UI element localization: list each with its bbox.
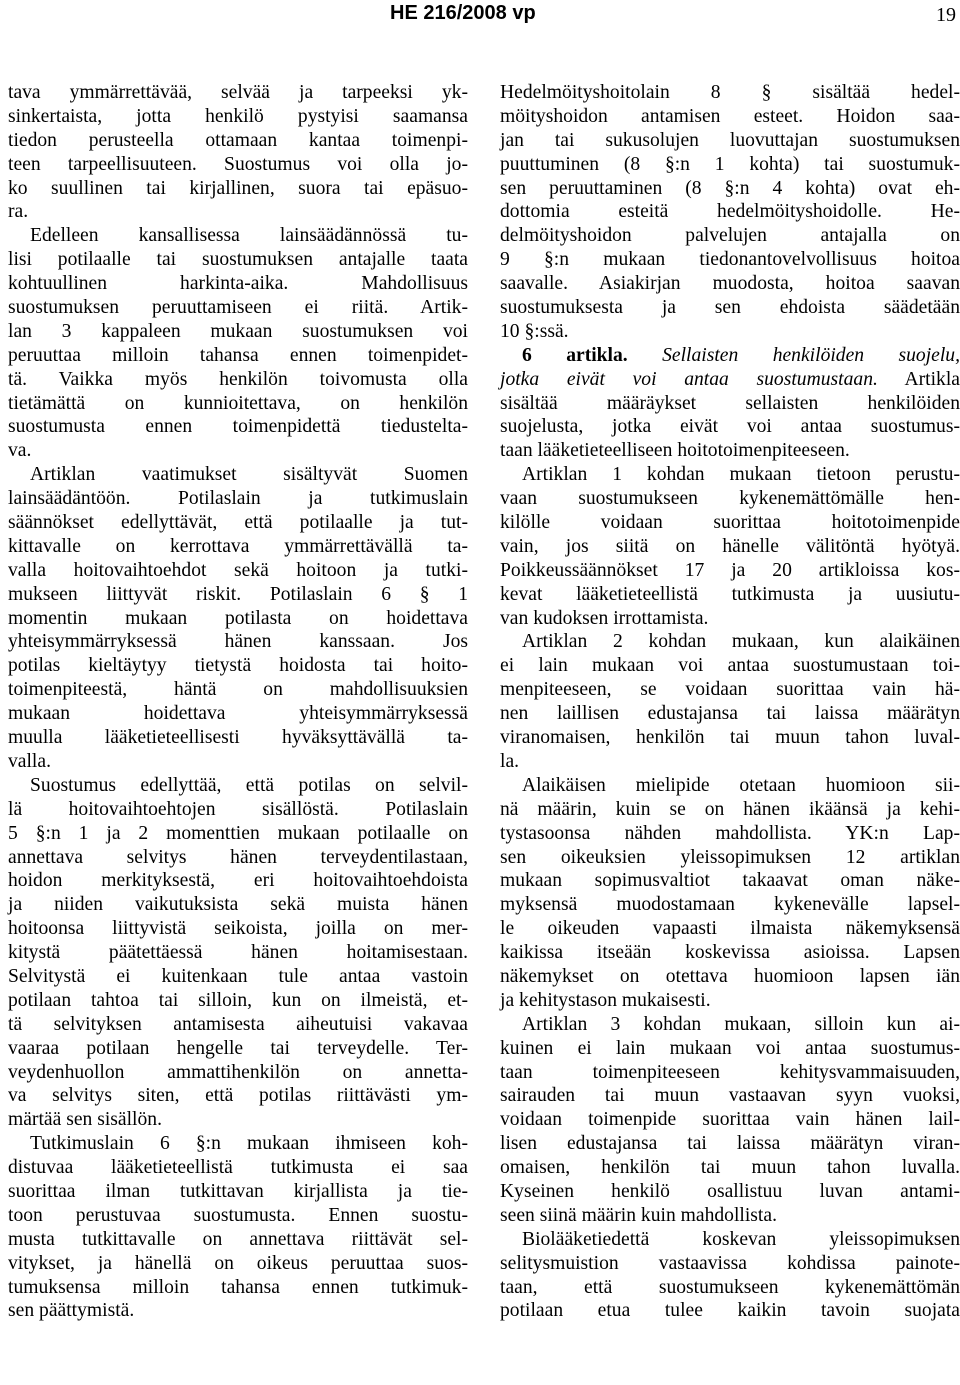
- text-line: muulla lääketieteellisesti hyväksyttävällä ta-: [8, 727, 468, 749]
- text-line: vaan suostumukseen kykenemättömälle hen-: [500, 488, 960, 510]
- text-line: sen oikeuksien yleissopimuksen 12 artiklan: [500, 846, 960, 868]
- article-title: Sellaisten henkilöiden suojelu,: [662, 344, 960, 366]
- text-line: suostumusta ennen toimenpidettä tiedusteltа-: [8, 416, 468, 438]
- text-line: myksensä muodostamaan kykenevälle lapsel-: [500, 894, 960, 916]
- text-line: [500, 344, 960, 368]
- text-line: 5 §:n 1 ja 2 momenttien mukaan potilaalle on: [8, 822, 468, 844]
- text-line: tiedon perusteella ottamaan kantaa toimenpi-: [8, 129, 468, 151]
- text-line: veydenhuollon ammattihenkilön on annetta-: [8, 1061, 468, 1083]
- text-line: mukseen liittyvät riskit. Potilaslain 6 § 1: [8, 583, 468, 605]
- text-line: Poikkeussäännökset 17 ja 20 artikloissa kos-: [500, 559, 960, 581]
- text-line: Biolääketiedettä koskevan yleissopimuksen: [522, 1228, 960, 1250]
- text-line: Hedelmöityshoitolain 8 § sisältää hedel-: [500, 82, 960, 103]
- text-line: annettava selvitys hänen terveydentilastaan,: [8, 846, 468, 868]
- text-line: kaikissa itseään koskevissa asioissa. Lapsen: [500, 942, 960, 964]
- text-line: kilölle voidaan suorittaa hoitotoimenpide: [500, 512, 960, 534]
- text-line: Suostumus edellyttää, että potilas on selvil-: [30, 774, 468, 796]
- text-line: ra.: [8, 201, 29, 223]
- text-line: nä määrin, kuin se on hänen ikäänsä ja kehi-: [500, 798, 960, 820]
- text-line: Tutkimuslain 6 §:n mukaan ihmiseen koh-: [30, 1133, 468, 1155]
- text-line: omaisen, henkilön tai muun tahon luvalla.: [500, 1157, 960, 1179]
- text-line: puuttuminen (8 §:n 1 kohta) tai suostumuk-: [500, 153, 960, 175]
- text-line: kevat lääketieteellistä tutkimusta ja uusiutu-: [500, 583, 960, 605]
- page-number: 19: [936, 4, 956, 26]
- text-line: suorittaa ilman tutkittavan kirjallista ja tie-: [8, 1180, 468, 1202]
- text-line: möityshoidon antamisen esteet. Hoidon saa-: [500, 105, 960, 127]
- text-line: saavalle. Asiakirjan muodosta, hoitoa saavan: [500, 273, 960, 295]
- text-line: voidaan toimenpide suorittaa vain hänen lail-: [500, 1109, 960, 1131]
- text-line: va.: [8, 440, 32, 462]
- text-line: vain, jos siitä on hänelle välitöntä hyötyä.: [500, 535, 960, 557]
- text-line: ja niiden vaikutuksista sekä muista hänen: [8, 894, 468, 916]
- text-line: yhteisymmärryksessä hänen kanssaan. Jos: [8, 631, 468, 653]
- text-line: Edelleen kansallisessa lainsäädännössä tu-: [30, 225, 468, 247]
- text-line: kittavalle on kerrottava ymmärrettävällä ta-: [8, 535, 468, 557]
- text-line: Artiklan 1 kohdan mukaan tietoon perustu-: [522, 464, 960, 486]
- text-line: sen peruuttaminen (8 §:n 4 kohta) ovat eh-: [500, 177, 960, 199]
- text-line: Selvitystä ei kuitenkaan tule antaa vastoin: [8, 965, 468, 987]
- text-line: toon perustuvaa suostumusta. Ennen suostu-: [8, 1204, 468, 1226]
- text-line: peruuttaa milloin tahansa ennen toimenpidet-: [8, 344, 468, 366]
- text-line: kitystä päätettäessä hänen hoitamisestaan.: [8, 942, 468, 964]
- text-line: taan toimenpiteeseen kehitysvammaisuuden,: [500, 1061, 960, 1083]
- text-line: ei lain mukaan voi antaa suostumustaan toi-: [500, 655, 960, 677]
- text-line: suostumuksesta ja sen ehdoista säädetään: [500, 297, 960, 319]
- text-line: [500, 368, 960, 392]
- text-line: tä. Vaikka myös henkilön toivomusta olla: [8, 368, 468, 390]
- text-line: suojelusta, jotka eivät voi antaa suostumus-: [500, 416, 960, 438]
- text-line: lisen edustajansa tai laissa määrätyn viran-: [500, 1133, 960, 1155]
- text-line: sisältää määräykset sellaisten henkilöiden: [500, 392, 960, 414]
- text-line: selitysmuistion vastaavissa kohdissa painote-: [500, 1252, 960, 1274]
- text-line: toimenpiteestä, häntä on mahdollisuuksien: [8, 679, 468, 701]
- text-line: viranomaisen, henkilön tai muun tahon luval-: [500, 727, 960, 749]
- text-line: valla hoitovaihtoehdot sekä hoitoon ja tutki-: [8, 559, 468, 581]
- text-line: sairauden tai muun vastaavan syyn vuoksi,: [500, 1085, 960, 1107]
- text-line: tumuksensa milloin tahansa ennen tutkimuk-: [8, 1276, 468, 1298]
- text-line: sen päättymistä.: [8, 1300, 135, 1322]
- text-line: van kudoksen irrottamista.: [500, 607, 709, 629]
- left-column: [8, 81, 468, 1323]
- text-line: potilas kieltäytyy tietystä hoidosta tai hoito-: [8, 655, 468, 677]
- text-line: distuvaa lääketieteellistä tutkimusta ei saa: [8, 1157, 468, 1179]
- text-line: delmöityshoidon palvelujen antajalla on: [500, 225, 960, 247]
- text-line: Artiklan 3 kohdan mukaan, silloin kun ai-: [522, 1013, 960, 1035]
- text-line: 10 §:ssä.: [500, 320, 569, 342]
- text-line: potilaan tahtoa tai silloin, kun on ilmeistä, et-: [8, 989, 468, 1011]
- text-line: mukaan hoidettava yhteisymmärryksessä: [8, 703, 468, 725]
- text-line: sinkertaista, jotta henkilö pystyisi saamansa: [8, 105, 468, 127]
- text-line: suostumuksen peruuttamiseen ei riitä. Artik-: [8, 297, 468, 319]
- text-line: taan lääketieteelliseen hoitotoimenpiteeseen.: [500, 440, 850, 462]
- page-header: [0, 0, 960, 40]
- text-line: momentin mukaan potilasta on hoidettava: [8, 607, 468, 629]
- text-line: la.: [500, 750, 520, 772]
- text-line: le oikeuden vapaasti ilmaista näkemyksensä: [500, 918, 960, 940]
- text-line: potilaan etua tulee kaikin tavoin suojata: [500, 1300, 960, 1322]
- text-line: tietämättä on kunnioitettava, on henkilön: [8, 392, 468, 414]
- right-column: [500, 81, 960, 1323]
- text-line: vaaraa potilaan hengelle tai terveydelle. Ter-: [8, 1037, 468, 1059]
- text-line: vitykset, ja hänellä on oikeus peruuttaa suos-: [8, 1252, 468, 1274]
- line-text: Artikla: [877, 368, 960, 390]
- text-line: taan, että suostumukseen kykenemättömän: [500, 1276, 960, 1298]
- text-line: 9 §:n mukaan tiedonantovelvollisuus hoitoa: [500, 249, 960, 271]
- text-line: lainsäädäntöön. Potilaslain ja tutkimuslain: [8, 488, 468, 510]
- text-line: lan 3 kappaleen mukaan suostumuksen voi: [8, 320, 468, 342]
- text-line: jan tai sukusolujen luovuttajan suostumuksen: [500, 129, 960, 151]
- text-line: valla.: [8, 750, 51, 772]
- text-line: ja kehitystason mukaisesti.: [500, 989, 711, 1011]
- text-line: ko suullinen tai kirjallinen, suora tai epäsuo-: [8, 177, 468, 199]
- text-line: Artiklan 2 kohdan mukaan, kun alaikäinen: [522, 631, 960, 653]
- text-line: kuinen ei lain mukaan voi antaa suostumus-: [500, 1037, 960, 1059]
- document-id: HE 216/2008 vp: [390, 2, 536, 24]
- text-line: säännökset edellyttävät, että potilaalle ja tut-: [8, 512, 468, 534]
- text-line: menpiteeseen, se voidaan suorittaa vain hä-: [500, 679, 960, 701]
- text-line: lä hoitovaihtoehtojen sisällöstä. Potilaslain: [8, 798, 468, 820]
- text-line: märtää sen sisällön.: [8, 1109, 162, 1131]
- article-title-continued: jotka eivät voi antaa suostumustaan.: [500, 368, 878, 390]
- text-line: hoitoonsa liittyvistä seikoista, joilla on mer-: [8, 918, 468, 940]
- text-line: teen tarpeellisuuteen. Suostumus voi olla jo-: [8, 153, 468, 175]
- text-line: tä selvityksen antamisesta aiheutuisi vakavaa: [8, 1013, 468, 1035]
- text-line: musta tutkittavalle on annettava riittävät sel-: [8, 1228, 468, 1250]
- text-line: näkemykset on otettava huomioon lapsen iän: [500, 965, 960, 987]
- text-line: Artiklan vaatimukset sisältyvät Suomen: [30, 464, 468, 486]
- text-line: tava ymmärrettävää, selvää ja tarpeeksi yk-: [8, 82, 468, 103]
- article-number: 6 artikla.: [522, 344, 628, 366]
- text-line: kohtuullinen harkinta-aika. Mahdollisuus: [8, 273, 468, 295]
- text-line: tystasoonsa nähden mahdollista. YK:n Lap-: [500, 822, 960, 844]
- text-line: nen laillisen edustajansa tai laissa määrätyn: [500, 703, 960, 725]
- text-line: lisi potilaalle tai suostumuksen antajalle taata: [8, 249, 468, 271]
- text-line: seen siinä määrin kuin mahdollista.: [500, 1204, 777, 1226]
- text-line: Alaikäisen mielipide otetaan huomioon sii-: [522, 774, 960, 796]
- text-line: dottomia esteitä hedelmöityshoidolle. He-: [500, 201, 960, 223]
- text-line: Kyseinen henkilö osallistuu luvan antami-: [500, 1180, 960, 1202]
- text-line: va selvitys siten, että potilas riittävästi ym-: [8, 1085, 468, 1107]
- text-line: mukaan sopimusvaltiot takaavat oman näke-: [500, 870, 960, 892]
- text-line: hoidon merkityksestä, eri hoitovaihtoehdoista: [8, 870, 468, 892]
